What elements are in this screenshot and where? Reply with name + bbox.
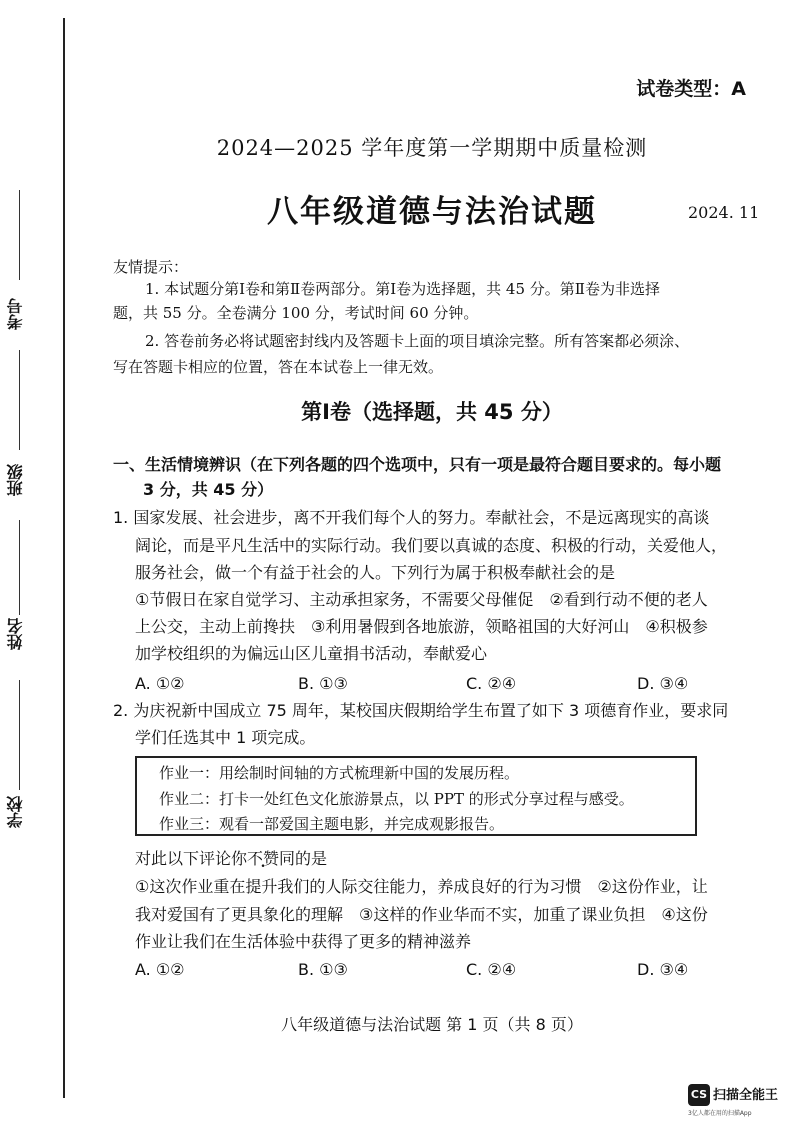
- q2-question-end: 同的是: [279, 849, 328, 868]
- binding-line: [63, 18, 65, 1098]
- q1-stem: 阔论，而是平凡生活中的实际行动。我们要以真诚的态度、积极的行动，关爱他人，: [135, 536, 728, 555]
- section-instruction: 一、生活情境辨识（在下列各题的四个选项中，只有一项是最符合题目要求的。每小题: [113, 455, 722, 474]
- q2-option-a: A. ①②: [135, 960, 185, 979]
- tip-line: 2. 答卷前务必将试题密封线内及答题卡上面的项目填涂完整。所有答案都必须涂、: [145, 332, 690, 350]
- q2-stem: 2. 为庆祝新中国成立 75 周年，某校国庆假期给学生布置了如下 3 项德育作业，要求同: [113, 701, 729, 720]
- exam-no-label: 考号: [6, 298, 25, 330]
- q2-question: [135, 847, 327, 871]
- q2-statement: 我对爱国有了更具象化的理解 ③这样的作业华而不实，加重了课业负担 ④这份: [135, 905, 708, 924]
- class-label: 班级: [6, 464, 25, 496]
- q2-option-b: B. ①③: [298, 960, 348, 979]
- school-line: [19, 680, 20, 790]
- school-label: 学校: [6, 796, 25, 828]
- q1-option-b: B. ①③: [298, 674, 348, 693]
- homework-item: 作业三：观看一部爱国主题电影，并完成观影报告。: [159, 815, 505, 833]
- exam-subtitle: 2024—2025 学年度第一学期期中质量检测: [216, 136, 648, 160]
- q1-statement: ①节假日在家自觉学习、主动承担家务，不需要父母催促 ②看到行动不便的老人: [135, 590, 708, 609]
- scanner-tagline: 3亿人都在用的扫描App: [688, 1110, 752, 1117]
- q1-stem: 服务社会，做一个有益于社会的人。下列行为属于积极奉献社会的是: [135, 563, 616, 582]
- tips-heading: 友情提示：: [113, 258, 189, 276]
- q1-option-c: C. ②④: [466, 674, 517, 693]
- camscanner-logo-icon: CS: [688, 1084, 710, 1106]
- section-instruction: 3 分，共 45 分）: [143, 480, 274, 499]
- q2-stem: 学们任选其中 1 项完成。: [135, 728, 316, 747]
- tip-line: 写在答题卡相应的位置，答在本试卷上一律无效。: [113, 358, 444, 376]
- emphasis-mark: 不赞: [247, 849, 280, 868]
- q1-option-d: D. ③④: [637, 674, 689, 693]
- homework-item: 作业二：打卡一处红色文化旅游景点，以 PPT 的形式分享过程与感受。: [159, 790, 634, 808]
- tip-line: 1. 本试题分第Ⅰ卷和第Ⅱ卷两部分。第Ⅰ卷为选择题，共 45 分。第Ⅱ卷为非选择: [145, 280, 660, 298]
- q2-statement: 作业让我们在生活体验中获得了更多的精神滋养: [135, 932, 472, 951]
- q1-statement: 加学校组织的为偏远山区儿童捐书活动，奉献爱心: [135, 644, 488, 663]
- exam-date: 2024. 11: [688, 203, 760, 222]
- q1-stem: 1. 国家发展、社会进步，离不开我们每个人的努力。奉献社会，不是远离现实的高谈: [113, 508, 710, 527]
- q2-option-d: D. ③④: [637, 960, 689, 979]
- name-line: [19, 520, 20, 615]
- exam-title: 八年级道德与法治试题: [267, 194, 597, 230]
- page-footer: 八年级道德与法治试题 第 1 页（共 8 页）: [281, 1015, 583, 1034]
- paper-type: 试卷类型：A: [636, 78, 746, 100]
- q1-statement: 上公交，主动上前搀扶 ③利用暑假到各地旅游，领略祖国的大好河山 ④积极参: [135, 617, 708, 636]
- homework-item: 作业一：用绘制时间轴的方式梳理新中国的发展历程。: [159, 764, 520, 782]
- part-title: 第Ⅰ卷（选择题，共 45 分）: [301, 400, 563, 424]
- q2-statement: ①这次作业重在提升我们的人际交往能力，养成良好的行为习惯 ②这份作业，让: [135, 877, 708, 896]
- q2-question-start: 对此以下评论你: [135, 849, 248, 868]
- tip-line: 题，共 55 分。全卷满分 100 分，考试时间 60 分钟。: [113, 304, 479, 322]
- q2-option-c: C. ②④: [466, 960, 517, 979]
- name-label: 姓名: [6, 618, 25, 650]
- q1-option-a: A. ①②: [135, 674, 185, 693]
- scanner-app-name: 扫描全能王: [713, 1088, 779, 1103]
